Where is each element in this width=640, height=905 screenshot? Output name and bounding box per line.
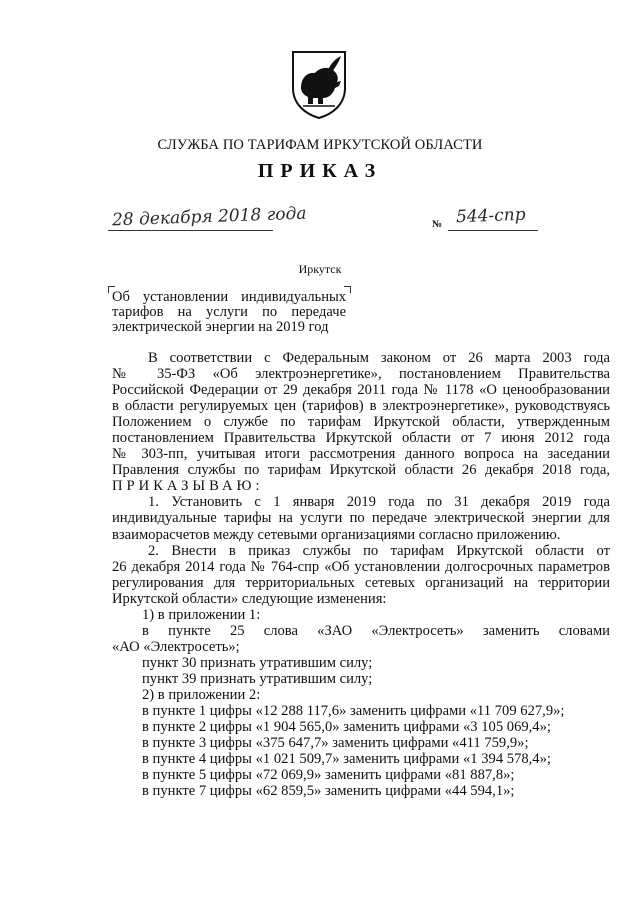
preamble-line: № 35-ФЗ «Об электроэнергетике», постановлением Правительства <box>112 366 610 383</box>
sub-item-2-line: в пункте 4 цифры «1 021 509,7» заменить цифрами «1 394 578,4»; <box>142 751 551 768</box>
preamble-line: в области регулируемых цен (тарифов) в электроэнергетике», руководствуясь <box>112 398 610 415</box>
sub-item-2-line: в пункте 1 цифры «12 288 117,6» заменить цифрами «11 709 627,9»; <box>142 703 565 720</box>
order-subject <box>112 290 346 335</box>
sub-item-1-line: в пункте 25 слова «ЗАО «Электросеть» заменить словами <box>142 622 610 639</box>
sub-item-1-line: пункт 30 признать утратившим силу; <box>142 654 373 671</box>
number-sign: № <box>432 219 443 230</box>
sub-item-2-line: в пункте 3 цифры «375 647,7» заменить цифрами «411 759,9»; <box>142 735 529 752</box>
preamble-line: Правления службы по тарифам Иркутской области 26 декабря 2018 года, <box>112 462 610 479</box>
organization-name: СЛУЖБА ПО ТАРИФАМ ИРКУТСКОЙ ОБЛАСТИ <box>157 137 483 153</box>
item-2-line: регулирования для территориальных сетевых организаций на территории <box>112 574 610 591</box>
preamble-line: В соответствии с Федеральным законом от 26 марта 2003 года <box>148 350 610 366</box>
handwritten-order-number: 544-спр <box>455 204 526 228</box>
preamble-line: № 303-пп, учитывая итоги рассмотрения данного вопроса на заседании <box>112 446 610 463</box>
date-underline <box>108 230 273 231</box>
item-2-line: 26 декабря 2014 года № 764-спр «Об установлении долгосрочных параметров <box>112 558 610 575</box>
sub-item-2-heading: 2) в приложении 2: <box>142 686 261 703</box>
order-word: ПРИКАЗЫВАЮ: <box>112 478 264 495</box>
preamble-line: Российской Федерации от 29 декабря 2011 года № 1178 «О ценообразовании <box>112 382 610 399</box>
sub-item-1-line: «АО «Электросеть»; <box>112 638 240 655</box>
order-body <box>112 350 610 799</box>
subject-line: электрической энергии на 2019 год <box>112 319 329 335</box>
item-2-line: 2. Внести в приказ службы по тарифам Иркутской области от <box>148 542 610 559</box>
item-1-line: 1. Установить с 1 января 2019 года по 31 декабря 2019 года <box>148 494 610 511</box>
preamble-line: Положением о службе по тарифам Иркутской области, утвержденным <box>112 414 610 431</box>
handwritten-date: 28 декабря 2018 года <box>111 203 307 231</box>
sub-item-2-line: в пункте 2 цифры «1 904 565,0» заменить цифрами «3 105 069,4»; <box>142 719 551 736</box>
preamble-line: постановлением Правительства Иркутской области от 7 июня 2012 года <box>112 430 610 447</box>
subject-line: тарифов на услуги по передаче <box>112 304 346 320</box>
city-name: Иркутск <box>298 262 342 276</box>
coat-of-arms-icon <box>287 48 351 120</box>
item-2-line: Иркутской области» следующие изменения: <box>112 590 387 607</box>
number-underline <box>448 230 538 231</box>
item-1-line: индивидуальные тарифы на услуги по передаче электрической энергии для <box>112 510 610 527</box>
sub-item-1-heading: 1) в приложении 1: <box>142 606 261 623</box>
document-type-title: ПРИКАЗ <box>257 160 383 182</box>
item-1-line: взаиморасчетов между сетевыми организациями согласно приложению. <box>112 526 561 543</box>
subject-line: Об установлении индивидуальных <box>112 289 346 305</box>
sub-item-1-line: пункт 39 признать утратившим силу; <box>142 670 373 687</box>
sub-item-2-line: в пункте 7 цифры «62 859,5» заменить цифрами «44 594,1»; <box>142 783 515 800</box>
sub-item-2-line: в пункте 5 цифры «72 069,9» заменить цифрами «81 887,8»; <box>142 767 515 784</box>
